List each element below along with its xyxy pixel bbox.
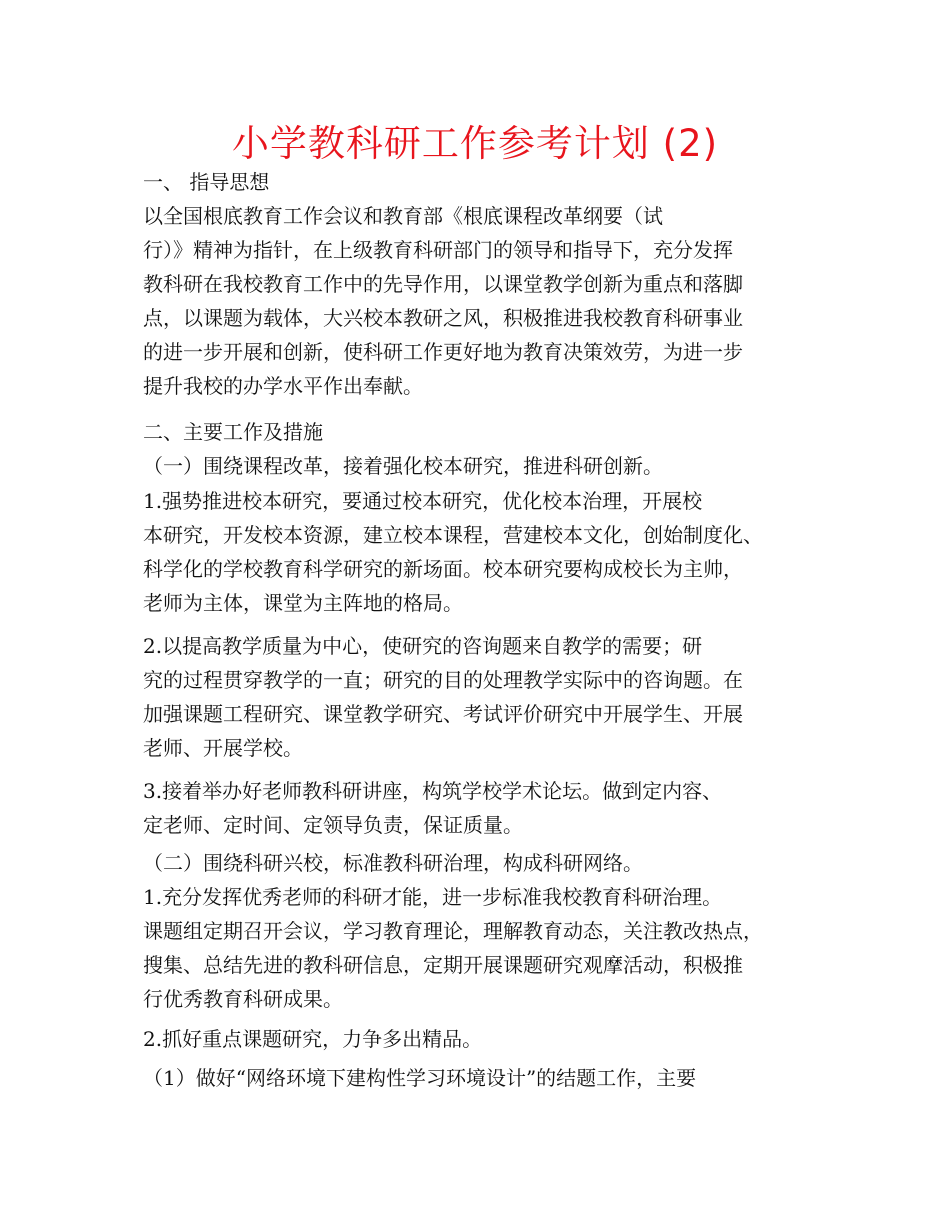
- document-title: 小学教科研工作参考计划 (2): [231, 122, 719, 165]
- paragraph-line: 老师为主体，课堂为主阵地的格局。: [143, 591, 463, 615]
- subsection-heading: （二）围绕科研兴校，标准教科研治理，构成科研网络。: [143, 851, 643, 875]
- paragraph-line: 2.以提高教学质量为中心，使研究的咨询题来自教学的需要；研: [143, 634, 703, 658]
- paragraph-line: 1.强势推进校本研究，要通过校本研究，优化校本治理，开展校: [143, 489, 703, 513]
- paragraph-line: 教科研在我校教育工作中的先导作用，以课堂教学创新为重点和落脚: [143, 272, 743, 296]
- paragraph-line: 的进一步开展和创新，使科研工作更好地为教育决策效劳，为进一步: [143, 340, 743, 364]
- section-heading: 二、主要工作及措施: [143, 420, 323, 444]
- paragraph-line: 3.接着举办好老师教科研讲座，构筑学校学术论坛。做到定内容、: [143, 779, 723, 803]
- paragraph-line: 提升我校的办学水平作出奉献。: [143, 374, 423, 398]
- paragraph-line: 本研究，开发校本资源，建立校本课程，营建校本文化，创始制度化、: [143, 523, 763, 547]
- section-heading: 一、 指导思想: [143, 170, 270, 194]
- paragraph-line: 科学化的学校教育科学研究的新场面。校本研究要构成校长为主帅，: [143, 557, 743, 581]
- paragraph-line: 搜集、总结先进的教科研信息，定期开展课题研究观摩活动，积极推: [143, 953, 743, 977]
- paragraph-line: 行）》精神为指针，在上级教育科研部门的领导和指导下，充分发挥: [143, 238, 733, 262]
- paragraph-line: 行优秀教育科研成果。: [143, 987, 343, 1011]
- subsection-heading: （一）围绕课程改革，接着强化校本研究，推进科研创新。: [143, 454, 663, 478]
- paragraph-line: 课题组定期召开会议，学习教育理论，理解教育动态，关注教改热点，: [143, 919, 763, 943]
- paragraph-line: 2.抓好重点课题研究，力争多出精品。: [143, 1027, 483, 1051]
- paragraph-line: 点，以课题为载体，大兴校本教研之风，积极推进我校教育科研事业: [143, 306, 743, 330]
- paragraph-line: 究的过程贯穿教学的一直；研究的目的处理教学实际中的咨询题。在: [143, 668, 743, 692]
- paragraph-line: 加强课题工程研究、课堂教学研究、考试评价研究中开展学生、开展: [143, 702, 743, 726]
- paragraph-line: 1.充分发挥优秀老师的科研才能，进一步标准我校教育科研治理。: [143, 885, 723, 909]
- paragraph-line: 以全国根底教育工作会议和教育部《根底课程改革纲要（试: [143, 204, 663, 228]
- paragraph-line: （1）做好“网络环境下建构性学习环境设计”的结题工作，主要: [143, 1066, 697, 1090]
- paragraph-line: 定老师、定时间、定领导负责，保证质量。: [143, 813, 523, 837]
- paragraph-line: 老师、开展学校。: [143, 736, 303, 760]
